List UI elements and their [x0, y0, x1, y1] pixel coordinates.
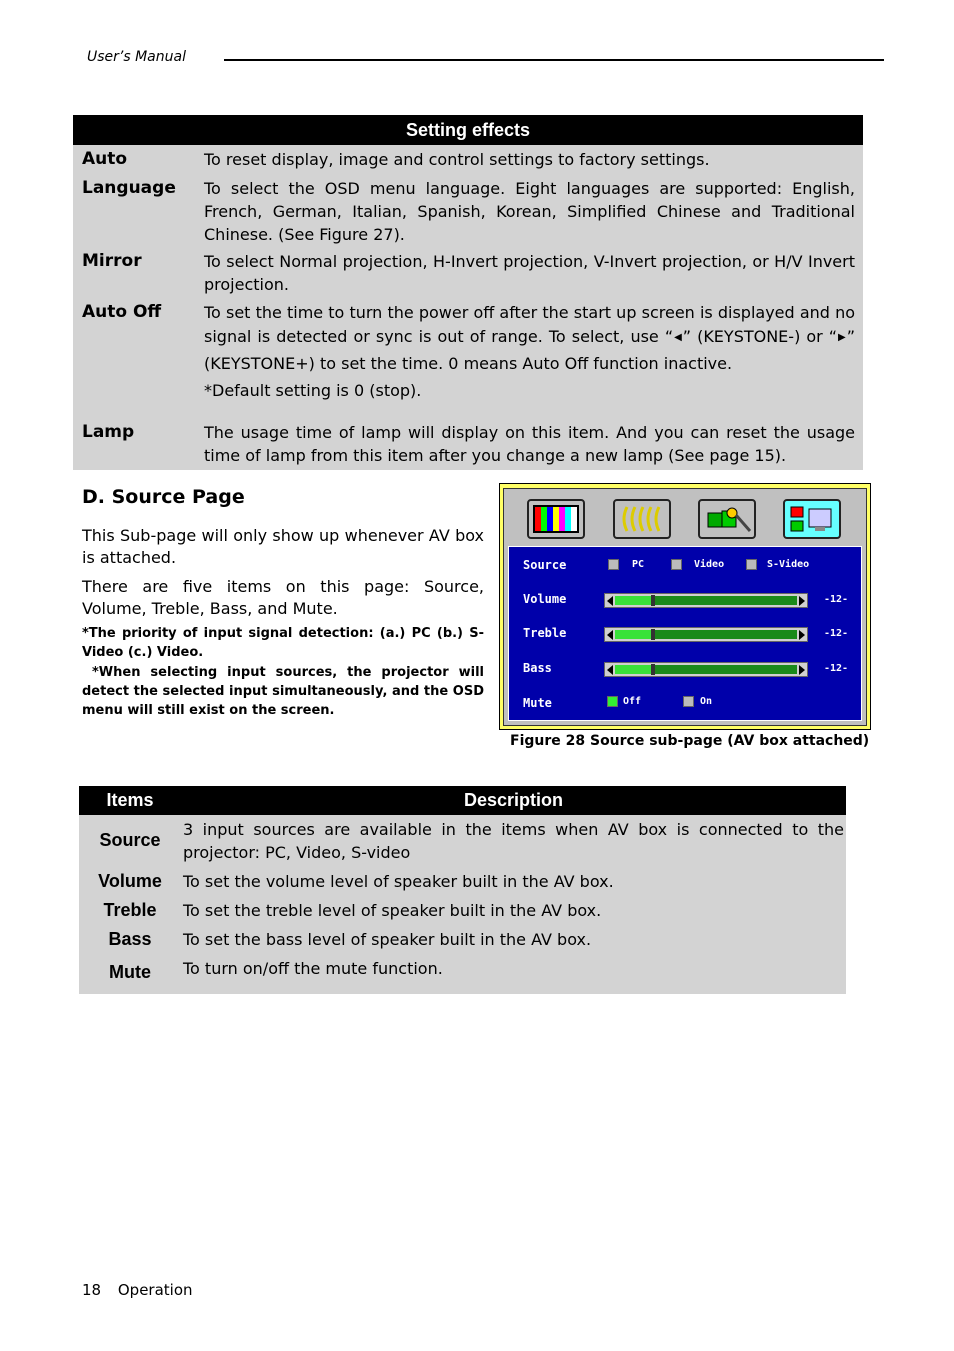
item-treble: Treble: [103, 900, 157, 920]
osd-bass-label: Bass: [523, 661, 552, 675]
av-box-icon: [700, 501, 754, 537]
figure-caption: Figure 28 Source sub-page (AV box attached): [510, 733, 870, 749]
osd-tab-source[interactable]: [783, 499, 841, 539]
arrow-right-icon: ▶: [837, 332, 847, 343]
osd-bass-slider[interactable]: [604, 662, 808, 677]
osd-source-label: Source: [523, 558, 567, 572]
section-note-1: *The priority of input signal detection: (a.) PC (b.) S-Video (c.) Video.: [82, 626, 484, 660]
osd-volume-slider[interactable]: [604, 593, 808, 608]
term-mirror: Mirror: [82, 251, 142, 271]
osd-source-video-checkbox[interactable]: [671, 559, 682, 570]
item-bass: Bass: [108, 929, 152, 949]
osd-source-pc-checkbox[interactable]: [608, 559, 619, 570]
col-description-header: Description: [463, 790, 564, 810]
item-mute: Mute: [109, 962, 151, 982]
term-auto-off: Auto Off: [82, 302, 162, 322]
term-auto: Auto: [82, 149, 128, 169]
col-items-header: Items: [106, 790, 154, 810]
desc-language: To select the OSD menu language. Eight languages are supported: English, French, German, Italian, Spanish, Korean, Simplified Chinese and Traditional Chinese. (See Figure 27).: [204, 179, 855, 244]
osd-tab-audio[interactable]: [613, 499, 671, 539]
osd-source-svideo-label: S-Video: [767, 559, 810, 570]
item-source-desc: 3 input sources are available in the items when AV box is connected to the projector: PC, Video, S-video: [183, 820, 844, 862]
osd-mute-on-checkbox[interactable]: [683, 696, 694, 707]
arrow-left-icon: ◀: [673, 332, 683, 343]
osd-source-video-label: Video: [694, 559, 725, 570]
page-footer: [82, 1281, 193, 1299]
osd-treble-label: Treble: [523, 626, 567, 640]
item-source: Source: [99, 830, 161, 850]
section-title: D. Source Page: [82, 486, 245, 508]
desc-mirror: To select Normal projection, H-Invert projection, V-Invert projection, or H/V Invert projection.: [204, 252, 855, 294]
color-bars-icon: [529, 501, 583, 537]
osd-mute-off-checkbox[interactable]: [607, 696, 618, 707]
item-mute-desc: To turn on/off the mute function.: [183, 959, 443, 978]
sound-waves-icon: [615, 501, 669, 537]
term-language: Language: [82, 178, 176, 198]
footer-section: Operation: [117, 1281, 193, 1299]
desc-auto-off-note: *Default setting is 0 (stop).: [204, 381, 422, 400]
desc-lamp: The usage time of lamp will display on this item. And you can reset the usage time of lamp from this item after you change a new lamp (See page 15).: [204, 423, 855, 465]
osd-source-panel: [508, 546, 862, 721]
page-number: 18: [82, 1281, 102, 1299]
item-bass-desc: To set the bass level of speaker built in the AV box.: [183, 930, 592, 949]
osd-volume-label: Volume: [523, 592, 567, 606]
osd-mute-on-label: On: [700, 696, 713, 707]
term-lamp: Lamp: [82, 422, 135, 442]
section-para-1: This Sub-page will only show up whenever AV box is attached.: [82, 526, 484, 567]
item-volume: Volume: [98, 871, 162, 891]
osd-bass-value: -12-: [824, 663, 849, 674]
desc-auto: To reset display, image and control settings to factory settings.: [204, 150, 710, 169]
desc-auto-off-part-c: ” (KEYSTONE+) to set the time. 0 means Auto Off function inactive.: [204, 327, 855, 373]
osd-source-pc-label: PC: [632, 559, 645, 570]
section-note-2: *When selecting input sources, the projector will detect the selected input simultaneously, and the OSD menu will still exist on the screen.: [82, 665, 489, 718]
osd-source-svideo-checkbox[interactable]: [746, 559, 757, 570]
desc-auto-off: [204, 301, 855, 376]
osd-mute-label: Mute: [523, 696, 552, 710]
osd-treble-slider[interactable]: [604, 627, 808, 642]
osd-tab-setup[interactable]: [698, 499, 756, 539]
running-header-title: User’s Manual: [87, 49, 186, 65]
item-volume-desc: To set the volume level of speaker built in the AV box.: [183, 872, 614, 891]
header-rule: [224, 59, 884, 61]
settings-table-heading: Setting effects: [73, 115, 863, 145]
desc-auto-off-part-a: To set the time to turn the power off after the start up screen is displayed and no signal is detected or sync is out of range. To select, use “: [204, 303, 855, 346]
section-para-2: There are five items on this page: Source, Volume, Treble, Bass, and Mute.: [82, 577, 484, 618]
osd-tab-picture[interactable]: [527, 499, 585, 539]
items-table-header: [79, 786, 846, 815]
osd-volume-value: -12-: [824, 594, 849, 605]
item-treble-desc: To set the treble level of speaker built in the AV box.: [183, 901, 602, 920]
osd-treble-value: -12-: [824, 628, 849, 639]
desc-auto-off-part-b: ” (KEYSTONE-) or “: [682, 327, 838, 346]
osd-mute-off-label: Off: [623, 696, 642, 707]
source-monitor-icon: [785, 501, 839, 537]
